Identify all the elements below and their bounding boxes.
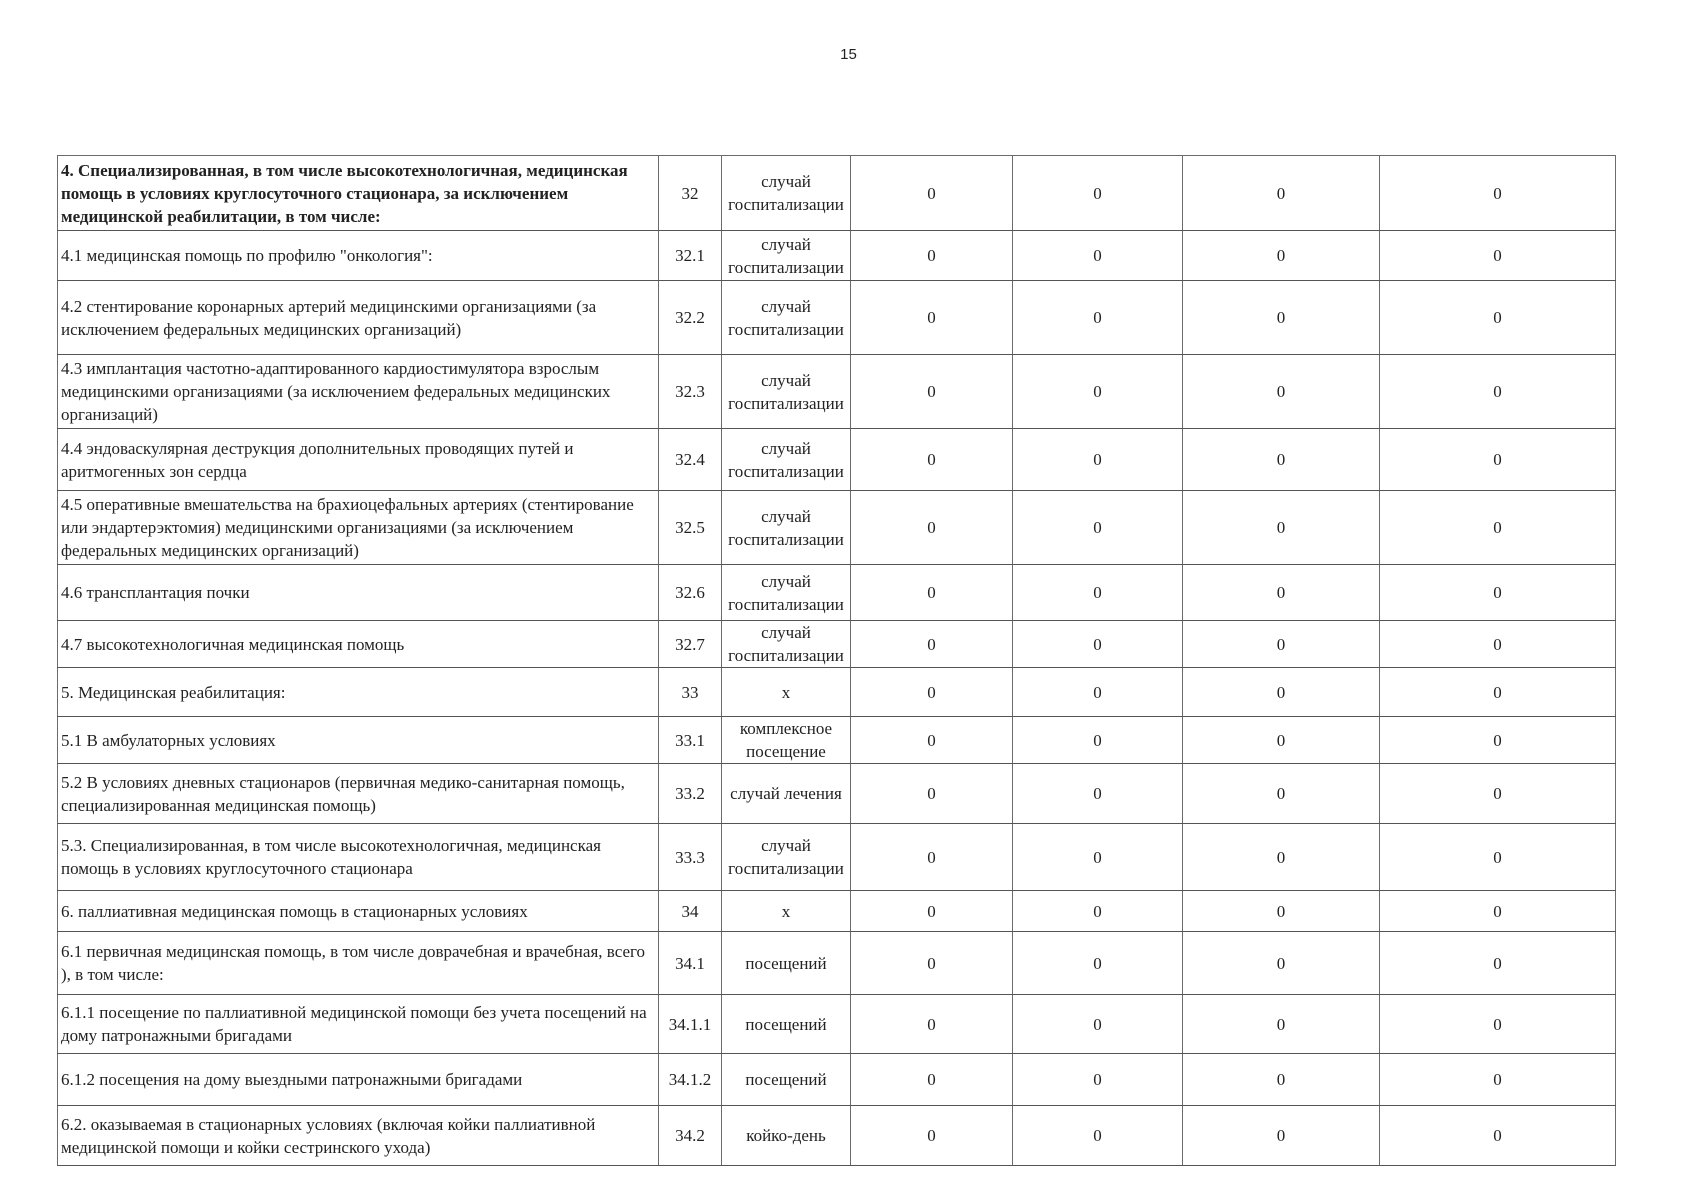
table-row [58,668,1616,717]
row-value-2: 0 [1013,891,1183,932]
table-row [58,891,1616,932]
row-value-1: 0 [851,891,1013,932]
table-row [58,995,1616,1054]
table-row [58,156,1616,231]
table-row [58,717,1616,764]
row-value-2: 0 [1013,621,1183,668]
row-name: 4.5 оперативные вмешательства на брахиоцефальных артериях (стентирование или эндартерэктомия) медицинскими организациями (за исключением федеральных медицинских организаций) [58,491,659,565]
row-value-2: 0 [1013,565,1183,621]
table-row [58,355,1616,429]
row-value-3: 0 [1183,281,1380,355]
row-value-3: 0 [1183,668,1380,717]
row-value-3: 0 [1183,429,1380,491]
row-name: 4.7 высокотехнологичная медицинская помощь [58,621,659,668]
row-value-2: 0 [1013,281,1183,355]
row-name: 4.6 трансплантация почки [58,565,659,621]
table-row [58,231,1616,281]
row-name: 4.3 имплантация частотно-адаптированного кардиостимулятора взрослым медицинскими организациями (за исключением федеральных медицинских организаций) [58,355,659,429]
row-name: 6. паллиативная медицинская помощь в стационарных условиях [58,891,659,932]
row-unit: случай госпитализации [722,281,851,355]
row-value-3: 0 [1183,717,1380,764]
row-value-2: 0 [1013,429,1183,491]
table-row [58,621,1616,668]
row-value-3: 0 [1183,824,1380,891]
row-value-3: 0 [1183,156,1380,231]
row-value-1: 0 [851,668,1013,717]
row-unit: случай лечения [722,764,851,824]
row-name: 6.1 первичная медицинская помощь, в том числе доврачебная и врачебная, всего ), в том числе: [58,932,659,995]
row-code: 34.2 [659,1106,722,1166]
row-value-2: 0 [1013,824,1183,891]
row-value-4: 0 [1380,429,1616,491]
row-value-2: 0 [1013,355,1183,429]
row-value-1: 0 [851,764,1013,824]
row-code: 32.6 [659,565,722,621]
row-unit: посещений [722,932,851,995]
row-value-1: 0 [851,932,1013,995]
row-unit: койко-день [722,1106,851,1166]
row-value-3: 0 [1183,355,1380,429]
table-body [58,156,1616,1166]
row-value-2: 0 [1013,764,1183,824]
row-unit: случай госпитализации [722,565,851,621]
table-row [58,1106,1616,1166]
row-value-2: 0 [1013,491,1183,565]
row-code: 33.2 [659,764,722,824]
row-value-4: 0 [1380,824,1616,891]
row-value-1: 0 [851,429,1013,491]
row-value-1: 0 [851,281,1013,355]
row-code: 33.1 [659,717,722,764]
row-name: 5.1 В амбулаторных условиях [58,717,659,764]
row-code: 33.3 [659,824,722,891]
row-value-4: 0 [1380,355,1616,429]
row-name: 5.2 В условиях дневных стационаров (первичная медико-санитарная помощь, специализированная медицинская помощь) [58,764,659,824]
row-value-4: 0 [1380,1054,1616,1106]
row-name: 4. Специализированная, в том числе высокотехнологичная, медицинская помощь в условиях круглосуточного стационара, за исключением медицинской реабилитации, в том числе: [58,156,659,231]
table-row [58,932,1616,995]
row-value-1: 0 [851,824,1013,891]
row-name: 5.3. Специализированная, в том числе высокотехнологичная, медицинская помощь в условиях круглосуточного стационара [58,824,659,891]
table-row [58,491,1616,565]
row-value-4: 0 [1380,764,1616,824]
row-value-1: 0 [851,565,1013,621]
page-number: 15 [840,46,857,63]
row-name: 6.1.1 посещение по паллиативной медицинской помощи без учета посещений на дому патронажными бригадами [58,995,659,1054]
row-code: 34 [659,891,722,932]
row-value-2: 0 [1013,1106,1183,1166]
row-unit: комплексное посещение [722,717,851,764]
row-unit: случай госпитализации [722,231,851,281]
row-value-4: 0 [1380,621,1616,668]
row-name: 4.2 стентирование коронарных артерий медицинскими организациями (за исключением федеральных медицинских организаций) [58,281,659,355]
row-unit: случай госпитализации [722,491,851,565]
row-value-3: 0 [1183,764,1380,824]
row-value-2: 0 [1013,932,1183,995]
row-code: 34.1.2 [659,1054,722,1106]
row-value-4: 0 [1380,891,1616,932]
row-value-4: 0 [1380,231,1616,281]
row-unit: случай госпитализации [722,156,851,231]
row-value-1: 0 [851,995,1013,1054]
row-code: 32.1 [659,231,722,281]
row-name: 5. Медицинская реабилитация: [58,668,659,717]
row-value-2: 0 [1013,717,1183,764]
row-code: 32.7 [659,621,722,668]
table-row [58,764,1616,824]
table-row [58,281,1616,355]
row-code: 32 [659,156,722,231]
row-name: 4.1 медицинская помощь по профилю "онкология": [58,231,659,281]
data-table [57,155,1616,1166]
row-value-4: 0 [1380,565,1616,621]
row-value-4: 0 [1380,1106,1616,1166]
row-value-4: 0 [1380,281,1616,355]
row-name: 6.1.2 посещения на дому выездными патронажными бригадами [58,1054,659,1106]
row-value-2: 0 [1013,995,1183,1054]
row-code: 34.1 [659,932,722,995]
row-unit: посещений [722,1054,851,1106]
row-value-2: 0 [1013,231,1183,281]
table-row [58,429,1616,491]
row-name: 6.2. оказываемая в стационарных условиях (включая койки паллиативной медицинской помощи и койки сестринского ухода) [58,1106,659,1166]
row-unit: х [722,668,851,717]
row-code: 34.1.1 [659,995,722,1054]
row-value-3: 0 [1183,231,1380,281]
row-unit: случай госпитализации [722,429,851,491]
row-code: 32.5 [659,491,722,565]
row-value-3: 0 [1183,1054,1380,1106]
row-unit: х [722,891,851,932]
row-value-4: 0 [1380,932,1616,995]
row-value-1: 0 [851,355,1013,429]
row-value-4: 0 [1380,668,1616,717]
row-value-4: 0 [1380,156,1616,231]
row-value-3: 0 [1183,565,1380,621]
row-value-1: 0 [851,717,1013,764]
row-code: 33 [659,668,722,717]
row-unit: случай госпитализации [722,355,851,429]
row-value-3: 0 [1183,995,1380,1054]
row-value-3: 0 [1183,1106,1380,1166]
row-value-2: 0 [1013,668,1183,717]
row-value-4: 0 [1380,717,1616,764]
row-name: 4.4 эндоваскулярная деструкция дополнительных проводящих путей и аритмогенных зон сердца [58,429,659,491]
row-unit: случай госпитализации [722,824,851,891]
row-value-1: 0 [851,1106,1013,1166]
row-value-1: 0 [851,1054,1013,1106]
row-value-3: 0 [1183,621,1380,668]
table-row [58,565,1616,621]
row-unit: посещений [722,995,851,1054]
row-value-3: 0 [1183,932,1380,995]
row-value-3: 0 [1183,491,1380,565]
row-value-3: 0 [1183,891,1380,932]
row-value-1: 0 [851,491,1013,565]
row-value-2: 0 [1013,156,1183,231]
row-code: 32.3 [659,355,722,429]
row-value-1: 0 [851,621,1013,668]
row-code: 32.2 [659,281,722,355]
row-value-4: 0 [1380,491,1616,565]
row-value-1: 0 [851,231,1013,281]
row-value-1: 0 [851,156,1013,231]
table-row [58,1054,1616,1106]
row-value-4: 0 [1380,995,1616,1054]
row-unit: случай госпитализации [722,621,851,668]
table-row [58,824,1616,891]
row-value-2: 0 [1013,1054,1183,1106]
row-code: 32.4 [659,429,722,491]
